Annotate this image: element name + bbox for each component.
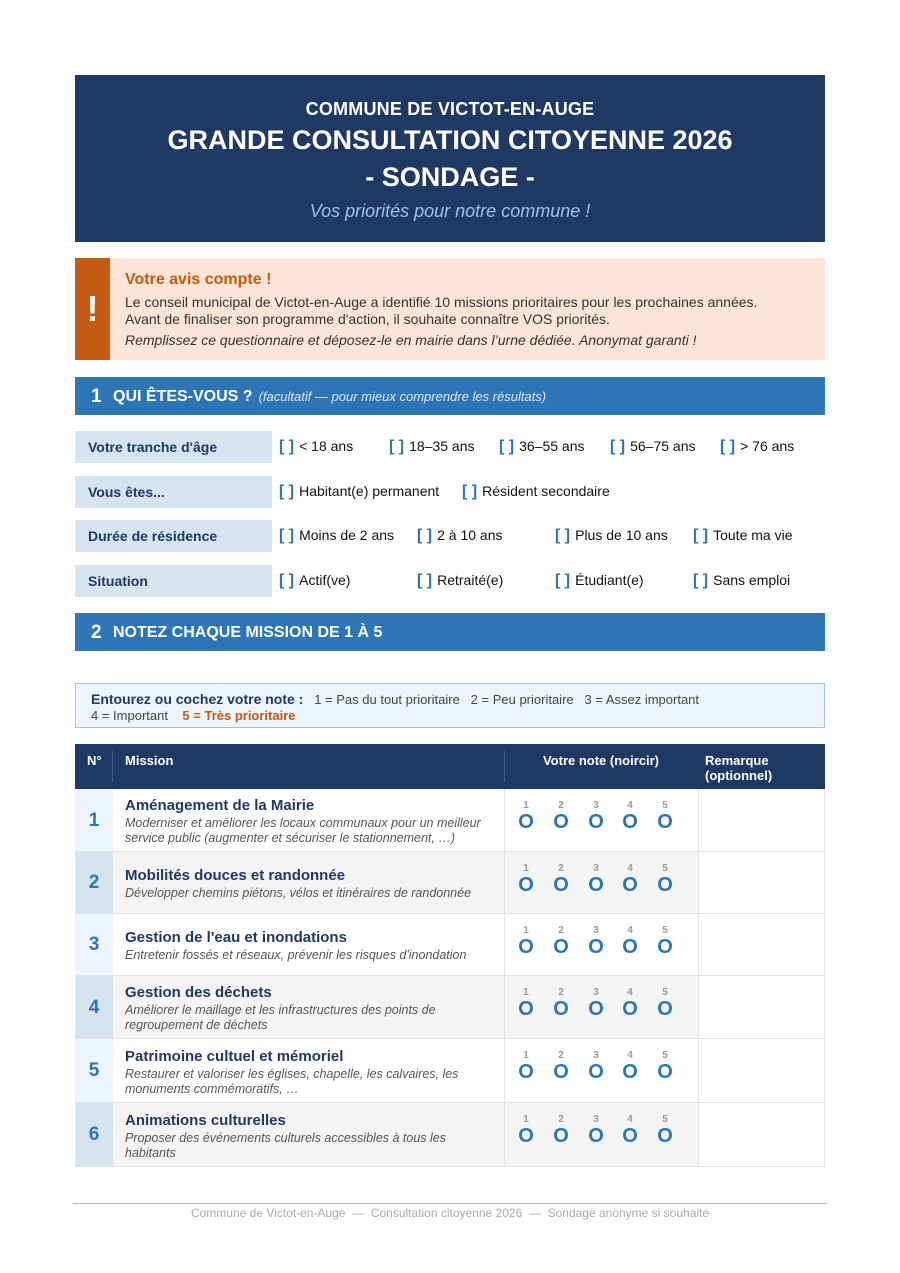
mission-description: Restaurer et valoriser les églises, chapelle, les calvaires, les monuments commémoratifs, …	[125, 1067, 459, 1096]
vote-option-1[interactable]	[516, 987, 536, 1019]
checkbox-student[interactable]	[555, 572, 644, 590]
vote-number: 5	[662, 987, 668, 998]
checkbox-mark[interactable]: [ ]	[417, 572, 433, 589]
mission-title: Patrimoine cultuel et mémoriel	[125, 1048, 344, 1065]
vote-number: 2	[558, 1050, 564, 1061]
vote-option-1[interactable]	[516, 925, 536, 957]
checkbox-duration-2-10[interactable]	[417, 527, 503, 545]
vote-circle[interactable]: O	[518, 998, 534, 1020]
mission-description: Proposer des événements culturels accessibles à tous les habitants	[125, 1131, 446, 1160]
checkbox-age-56-75[interactable]	[610, 438, 696, 456]
remark-field[interactable]	[698, 852, 825, 913]
mission-row	[75, 789, 825, 852]
vote-option-4[interactable]	[620, 1114, 640, 1146]
notice-box	[75, 258, 825, 360]
section-title-text: QUI ÊTES-VOUS ?	[113, 388, 253, 405]
profile-label: Vous êtes...	[75, 476, 272, 508]
checkbox-mark[interactable]: [ ]	[279, 438, 295, 455]
mission-description: Entretenir fossés et réseaux, prévenir les risques d'inondation	[125, 948, 467, 962]
option-label: Retraité(e)	[437, 572, 504, 588]
vote-option-4[interactable]	[620, 863, 640, 895]
checkbox-mark[interactable]: [ ]	[693, 527, 709, 544]
option-label: Résident secondaire	[482, 483, 610, 499]
mission-description: Moderniser et améliorer les locaux communaux pour un meilleur service public (augmenter et sécuriser le stationnement, …)	[125, 816, 481, 845]
checkbox-retired[interactable]	[417, 572, 503, 590]
profile-label: Votre tranche d'âge	[75, 431, 272, 463]
vote-option-2[interactable]	[551, 1050, 571, 1082]
vote-circle[interactable]: O	[622, 998, 638, 1020]
vote-number: 2	[558, 863, 564, 874]
checkbox-active[interactable]	[279, 572, 350, 590]
checkbox-mark[interactable]: [ ]	[499, 438, 515, 455]
vote-circle[interactable]: O	[657, 1125, 673, 1147]
vote-option-3[interactable]	[586, 1050, 606, 1082]
checkbox-age-36-55[interactable]	[499, 438, 585, 456]
vote-number: 1	[523, 1050, 529, 1061]
vote-option-2[interactable]	[551, 800, 571, 832]
notice-title: Votre avis compte !	[125, 271, 272, 288]
column-header-mission: Mission	[125, 753, 174, 768]
checkbox-permanent-resident[interactable]	[279, 483, 439, 501]
mission-title: Gestion des déchets	[125, 984, 272, 1001]
vote-circle[interactable]: O	[518, 811, 534, 833]
option-label: Habitant(e) permanent	[299, 483, 440, 499]
vote-option-4[interactable]	[620, 1050, 640, 1082]
legend-scale-5: 5 = Très prioritaire	[182, 708, 296, 723]
vote-option-2[interactable]	[551, 863, 571, 895]
mission-row	[75, 914, 825, 976]
profile-row-situation	[75, 565, 825, 597]
section-note: (facultatif — pour mieux comprendre les résultats)	[258, 389, 547, 404]
vote-circle[interactable]: O	[657, 998, 673, 1020]
vote-option-1[interactable]	[516, 800, 536, 832]
header-banner	[75, 75, 825, 242]
legend-scale-2: 2 = Peu prioritaire	[470, 692, 574, 707]
section-header-rating	[75, 613, 825, 651]
vote-circle[interactable]: O	[657, 936, 673, 958]
section-number: 1	[91, 386, 102, 407]
section-number: 2	[91, 622, 102, 643]
vote-cell	[505, 1039, 698, 1102]
mission-number: 1	[75, 789, 113, 851]
mission-cell	[113, 976, 505, 1038]
mission-number: 4	[75, 976, 113, 1038]
checkbox-duration-lifetime[interactable]	[693, 527, 792, 545]
legend-line	[91, 691, 699, 707]
vote-number: 1	[523, 987, 529, 998]
checkbox-mark[interactable]: [ ]	[279, 572, 295, 589]
exclamation-icon: !	[75, 258, 110, 360]
vote-circle[interactable]: O	[518, 874, 534, 896]
mission-cell	[113, 1039, 505, 1102]
section-title	[113, 388, 546, 406]
vote-option-2[interactable]	[551, 1114, 571, 1146]
mission-row	[75, 976, 825, 1039]
vote-number: 4	[627, 987, 633, 998]
checkbox-mark[interactable]: [ ]	[417, 527, 433, 544]
vote-option-5[interactable]	[655, 1050, 675, 1082]
vote-number: 4	[627, 863, 633, 874]
vote-cell	[505, 1103, 698, 1166]
checkbox-mark[interactable]: [ ]	[462, 483, 478, 500]
remark-field[interactable]	[698, 1039, 825, 1102]
vote-number: 2	[558, 987, 564, 998]
option-label: 36–55 ans	[519, 438, 585, 454]
vote-option-3[interactable]	[586, 863, 606, 895]
checkbox-mark[interactable]: [ ]	[720, 438, 736, 455]
vote-option-5[interactable]	[655, 1114, 675, 1146]
checkbox-unemployed[interactable]	[693, 572, 790, 590]
vote-circle[interactable]: O	[553, 998, 569, 1020]
option-label: Étudiant(e)	[575, 572, 644, 588]
vote-option-5[interactable]	[655, 863, 675, 895]
vote-circle[interactable]: O	[518, 1125, 534, 1147]
vote-option-3[interactable]	[586, 800, 606, 832]
vote-option-4[interactable]	[620, 800, 640, 832]
page-title: GRANDE CONSULTATION CITOYENNE 2026	[167, 125, 733, 155]
vote-number: 4	[627, 1114, 633, 1125]
vote-circle[interactable]: O	[588, 874, 604, 896]
vote-option-5[interactable]	[655, 987, 675, 1019]
remark-field[interactable]	[698, 914, 825, 975]
rating-legend	[75, 683, 825, 728]
page-footer: Commune de Victot-en-Auge — Consultation citoyenne 2026 — Sondage anonyme si souhaité	[190, 1206, 710, 1220]
checkbox-age-over-76[interactable]	[720, 438, 794, 456]
column-header-remark-line: Remarque	[705, 753, 769, 768]
vote-circle[interactable]: O	[518, 936, 534, 958]
vote-cell	[505, 789, 698, 851]
mission-number: 5	[75, 1039, 113, 1102]
vote-cell	[505, 914, 698, 975]
vote-number: 1	[523, 863, 529, 874]
mission-cell	[113, 1103, 505, 1166]
vote-number: 2	[558, 925, 564, 936]
vote-option-5[interactable]	[655, 925, 675, 957]
vote-number: 3	[593, 1050, 599, 1061]
vote-number: 1	[523, 925, 529, 936]
vote-number: 5	[662, 1050, 668, 1061]
checkbox-mark[interactable]: [ ]	[279, 527, 295, 544]
option-label: < 18 ans	[299, 438, 354, 454]
vote-circle[interactable]: O	[588, 1061, 604, 1083]
legend-scale-4: 4 = Important	[91, 708, 168, 723]
vote-option-2[interactable]	[551, 987, 571, 1019]
vote-circle[interactable]: O	[553, 936, 569, 958]
checkbox-age-18-35[interactable]	[389, 438, 475, 456]
checkbox-mark[interactable]: [ ]	[555, 527, 571, 544]
legend-lead: Entourez ou cochez votre note :	[91, 691, 304, 707]
vote-circle[interactable]: O	[622, 936, 638, 958]
vote-cell	[505, 976, 698, 1038]
vote-number: 5	[662, 925, 668, 936]
mission-row	[75, 1039, 825, 1103]
profile-row-age	[75, 431, 825, 463]
option-label: 2 à 10 ans	[437, 527, 503, 543]
vote-number: 3	[593, 987, 599, 998]
page-tagline: Vos priorités pour notre commune !	[309, 201, 591, 221]
remark-field[interactable]	[698, 1103, 825, 1166]
mission-row	[75, 1103, 825, 1167]
vote-circle[interactable]: O	[588, 811, 604, 833]
vote-option-3[interactable]	[586, 987, 606, 1019]
mission-number: 6	[75, 1103, 113, 1166]
vote-number: 3	[593, 863, 599, 874]
vote-circle[interactable]: O	[622, 1125, 638, 1147]
mission-row	[75, 852, 825, 914]
vote-number: 3	[593, 925, 599, 936]
vote-circle[interactable]: O	[553, 1061, 569, 1083]
mission-cell	[113, 789, 505, 851]
mission-number: 3	[75, 914, 113, 975]
column-header-vote: Votre note (noircir)	[542, 753, 660, 768]
checkbox-duration-over-10[interactable]	[555, 527, 668, 545]
vote-number: 1	[523, 800, 529, 811]
vote-option-1[interactable]	[516, 1114, 536, 1146]
legend-scale-3: 3 = Assez important	[584, 692, 700, 707]
option-label: Plus de 10 ans	[575, 527, 668, 543]
commune-name: COMMUNE DE VICTOT-EN-AUGE	[305, 99, 595, 119]
vote-circle[interactable]: O	[588, 936, 604, 958]
option-label: 56–75 ans	[630, 438, 696, 454]
vote-circle[interactable]: O	[657, 811, 673, 833]
notice-instruction: Remplissez ce questionnaire et déposez-le en mairie dans l’urne dédiée. Anonymat garanti !	[125, 332, 697, 348]
section-title: NOTEZ CHAQUE MISSION DE 1 À 5	[113, 624, 383, 641]
profile-row-duration	[75, 520, 825, 552]
mission-title: Mobilités douces et randonnée	[125, 867, 346, 884]
checkbox-age-under-18[interactable]	[279, 438, 353, 456]
vote-circle[interactable]: O	[553, 811, 569, 833]
column-header-remark	[705, 753, 772, 783]
mission-title: Animations culturelles	[125, 1112, 286, 1129]
option-label: Moins de 2 ans	[299, 527, 395, 543]
option-label: Actif(ve)	[299, 572, 351, 588]
mission-description: Développer chemins piétons, vélos et itinéraires de randonnée	[125, 886, 472, 900]
column-divider	[112, 751, 113, 782]
vote-circle[interactable]: O	[622, 874, 638, 896]
vote-option-5[interactable]	[655, 800, 675, 832]
vote-circle[interactable]: O	[622, 811, 638, 833]
vote-circle[interactable]: O	[622, 1061, 638, 1083]
mission-cell	[113, 852, 505, 913]
vote-number: 4	[627, 1050, 633, 1061]
mission-table-header	[75, 744, 825, 789]
vote-cell	[505, 852, 698, 913]
vote-number: 3	[593, 1114, 599, 1125]
vote-number: 2	[558, 800, 564, 811]
option-label: > 76 ans	[740, 438, 795, 454]
vote-circle[interactable]: O	[588, 998, 604, 1020]
vote-number: 5	[662, 863, 668, 874]
vote-number: 5	[662, 800, 668, 811]
remark-field[interactable]	[698, 976, 825, 1038]
checkbox-mark[interactable]: [ ]	[279, 483, 295, 500]
profile-row-status	[75, 476, 825, 508]
checkbox-mark[interactable]: [ ]	[389, 438, 405, 455]
vote-number: 2	[558, 1114, 564, 1125]
footer-divider	[73, 1203, 827, 1204]
remark-field[interactable]	[698, 789, 825, 851]
option-label: 18–35 ans	[409, 438, 475, 454]
column-header-number: N°	[87, 753, 102, 768]
mission-cell	[113, 914, 505, 975]
option-label: Sans emploi	[713, 572, 791, 588]
column-header-remark-line: (optionnel)	[705, 768, 773, 783]
section-header-profile	[75, 377, 825, 415]
vote-number: 1	[523, 1114, 529, 1125]
option-label: Toute ma vie	[713, 527, 793, 543]
vote-circle[interactable]: O	[553, 1125, 569, 1147]
vote-number: 4	[627, 925, 633, 936]
mission-title: Gestion de l'eau et inondations	[125, 929, 347, 946]
legend-scale-1: 1 = Pas du tout prioritaire	[314, 692, 460, 707]
vote-circle[interactable]: O	[657, 874, 673, 896]
vote-circle[interactable]: O	[657, 1061, 673, 1083]
vote-option-1[interactable]	[516, 863, 536, 895]
legend-line	[91, 708, 296, 723]
vote-option-4[interactable]	[620, 925, 640, 957]
profile-label: Durée de résidence	[75, 520, 272, 552]
vote-option-4[interactable]	[620, 987, 640, 1019]
vote-number: 3	[593, 800, 599, 811]
vote-number: 5	[662, 1114, 668, 1125]
vote-option-1[interactable]	[516, 1050, 536, 1082]
vote-circle[interactable]: O	[518, 1061, 534, 1083]
mission-description: Améliorer le maillage et les infrastructures des points de regroupement de déchets	[125, 1003, 436, 1032]
checkbox-mark[interactable]: [ ]	[610, 438, 626, 455]
notice-line: Avant de finaliser son programme d'action, il souhaite connaître VOS priorités.	[125, 311, 610, 327]
vote-number: 4	[627, 800, 633, 811]
profile-label: Situation	[75, 565, 272, 597]
mission-title: Aménagement de la Mairie	[125, 797, 315, 814]
vote-option-2[interactable]	[551, 925, 571, 957]
checkbox-secondary-resident[interactable]	[462, 483, 610, 501]
mission-number: 2	[75, 852, 113, 913]
notice-line: Le conseil municipal de Victot-en-Auge a identifié 10 missions prioritaires pour les prochaines années.	[125, 294, 758, 310]
page-subtitle: - SONDAGE -	[365, 162, 535, 192]
vote-circle[interactable]: O	[588, 1125, 604, 1147]
vote-option-3[interactable]	[586, 1114, 606, 1146]
checkbox-duration-under-2[interactable]	[279, 527, 394, 545]
vote-option-3[interactable]	[586, 925, 606, 957]
checkbox-mark[interactable]: [ ]	[693, 572, 709, 589]
checkbox-mark[interactable]: [ ]	[555, 572, 571, 589]
vote-circle[interactable]: O	[553, 874, 569, 896]
